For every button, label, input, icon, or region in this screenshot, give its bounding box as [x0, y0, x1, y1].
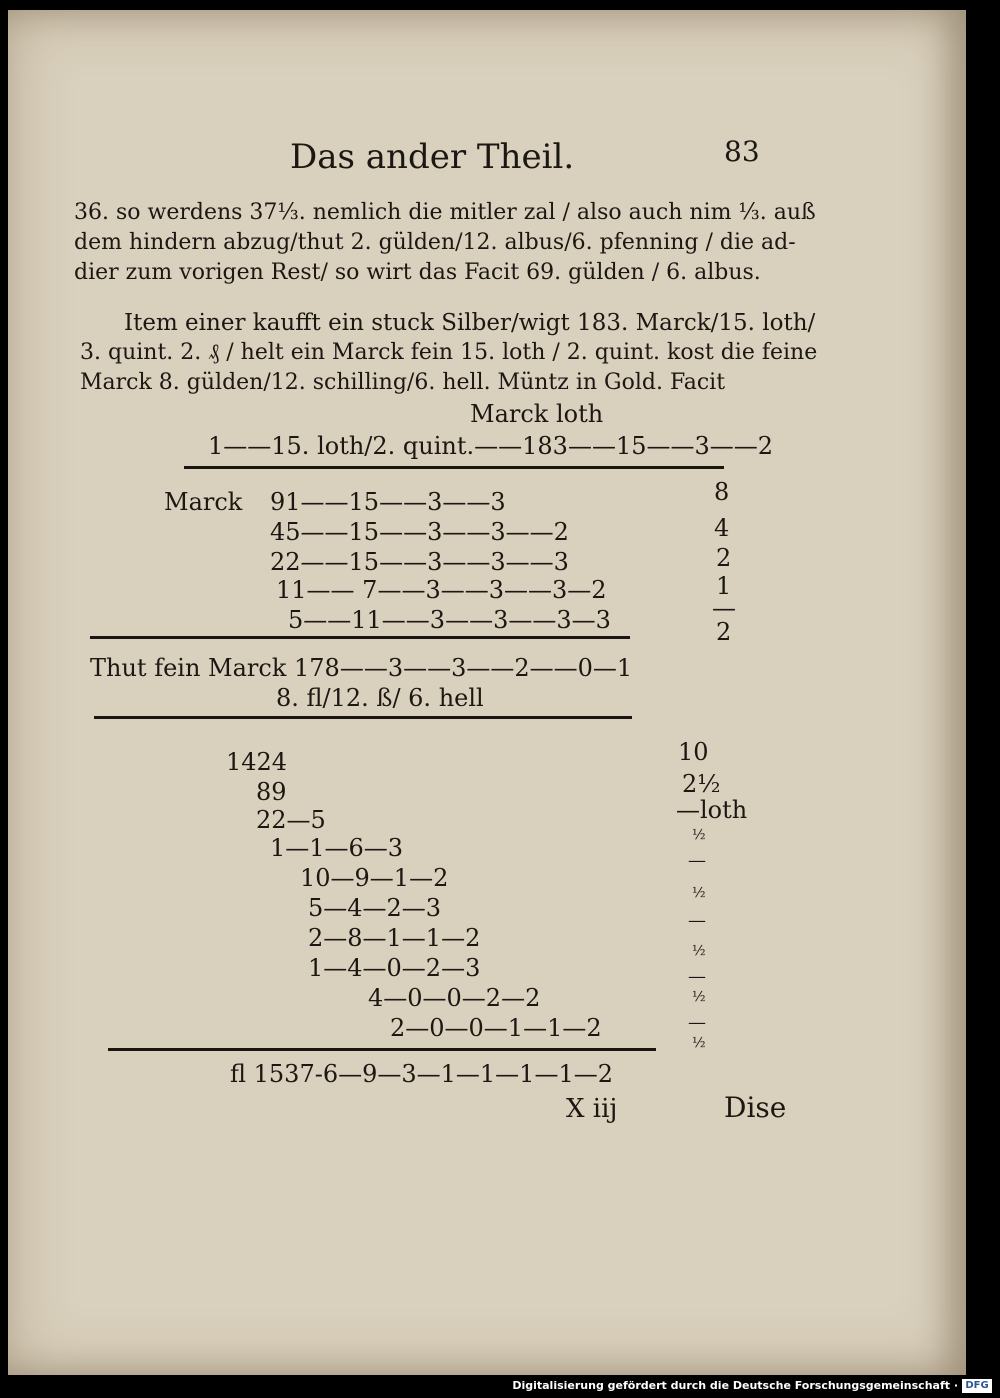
- calc2-side: —: [688, 1012, 706, 1033]
- calc2-row: 2—8—1—1—2: [308, 924, 481, 952]
- signature-mark: X iij: [566, 1094, 618, 1124]
- calc1-divisor: 8: [714, 478, 730, 506]
- calc2-row: 5—4—2—3: [308, 894, 442, 922]
- footer-credit: Digitalisierung gefördert durch die Deutsche Forschungsgemeinschaft ·: [512, 1379, 958, 1392]
- calc1-divisor: —: [712, 594, 736, 622]
- book-page: [8, 10, 966, 1375]
- calc1-label: Marck: [164, 488, 243, 516]
- calc1-divisor: 4: [714, 514, 730, 542]
- calc1-row: 11—— 7——3——3——3—2: [276, 576, 607, 604]
- calc2-side: —loth: [676, 796, 748, 824]
- calc2-side: 10: [678, 738, 709, 766]
- dfg-logo: DFG: [962, 1379, 992, 1393]
- paragraph2-line2: 3. quint. 2. ₰ / helt ein Marck fein 15. loth / 2. quint. kost die feine: [80, 340, 818, 365]
- calc1-rule-bottom: [90, 636, 630, 639]
- result-line2: 8. fl/12. ß/ 6. hell: [276, 684, 484, 712]
- calc2-side: ½: [692, 989, 706, 1005]
- calc2-side: ½: [692, 827, 706, 843]
- calc1-row: 5——11——3——3——3—3: [288, 606, 611, 634]
- calc2-side: —: [688, 910, 706, 931]
- calc2-side: ½: [692, 943, 706, 959]
- result-rule: [94, 716, 632, 719]
- calc2-row: 10—9—1—2: [300, 864, 449, 892]
- calc2-rule: [108, 1048, 656, 1051]
- calc2-total: fl 1537-6—9—3—1—1—1—1—2: [230, 1060, 613, 1088]
- calc1-row: 22——15——3——3——3: [270, 548, 569, 576]
- paragraph2-line1: Item einer kaufft ein stuck Silber/wigt 183. Marck/15. loth/: [124, 310, 816, 336]
- calc2-row: 1—4—0—2—3: [308, 954, 481, 982]
- calc1-divisor: 1: [716, 572, 732, 600]
- calc1-row: 45——15——3——3——2: [270, 518, 569, 546]
- calc1-row: 91——15——3——3: [270, 488, 506, 516]
- paragraph2-line3: Marck 8. gülden/12. schilling/6. hell. Müntz in Gold. Facit: [80, 370, 726, 395]
- page-number: 83: [724, 135, 760, 168]
- calc2-side: ½: [692, 1035, 706, 1051]
- paragraph1-line1: 36. so werdens 37⅓. nemlich die mitler zal / also auch nim ⅓. auß: [74, 200, 816, 225]
- calc2-row: 2—0—0—1—1—2: [390, 1014, 602, 1042]
- calc1-divisor: 2: [716, 618, 732, 646]
- calc2-side: —: [688, 966, 706, 987]
- paragraph1-line3: dier zum vorigen Rest/ so wirt das Facit 69. gülden / 6. albus.: [74, 260, 761, 285]
- calc1-first-line: 1——15. loth/2. quint.——183——15——3——2: [208, 432, 774, 460]
- calc2-side: 2½: [682, 770, 721, 798]
- running-title: Das ander Theil.: [290, 137, 575, 177]
- calc2-side: —: [688, 850, 706, 871]
- calc2-side: ½: [692, 885, 706, 901]
- calc2-row: 1424: [226, 748, 288, 776]
- footer-bar: [0, 1375, 1000, 1398]
- calc2-row: 1—1—6—3: [270, 834, 404, 862]
- calc1-rule-top: [184, 466, 724, 469]
- catchword: Dise: [724, 1091, 787, 1124]
- paragraph1-line2: dem hindern abzug/thut 2. gülden/12. albus/6. pfenning / die ad-: [74, 230, 796, 255]
- calc2-row: 4—0—0—2—2: [368, 984, 541, 1012]
- result-line1: Thut fein Marck 178——3——3——2——0—1: [90, 654, 633, 682]
- calc1-divisor: 2: [716, 544, 732, 572]
- calc2-row: 22—5: [256, 806, 326, 834]
- calc1-heading: Marck loth: [470, 400, 604, 428]
- calc2-row: 89: [256, 778, 287, 806]
